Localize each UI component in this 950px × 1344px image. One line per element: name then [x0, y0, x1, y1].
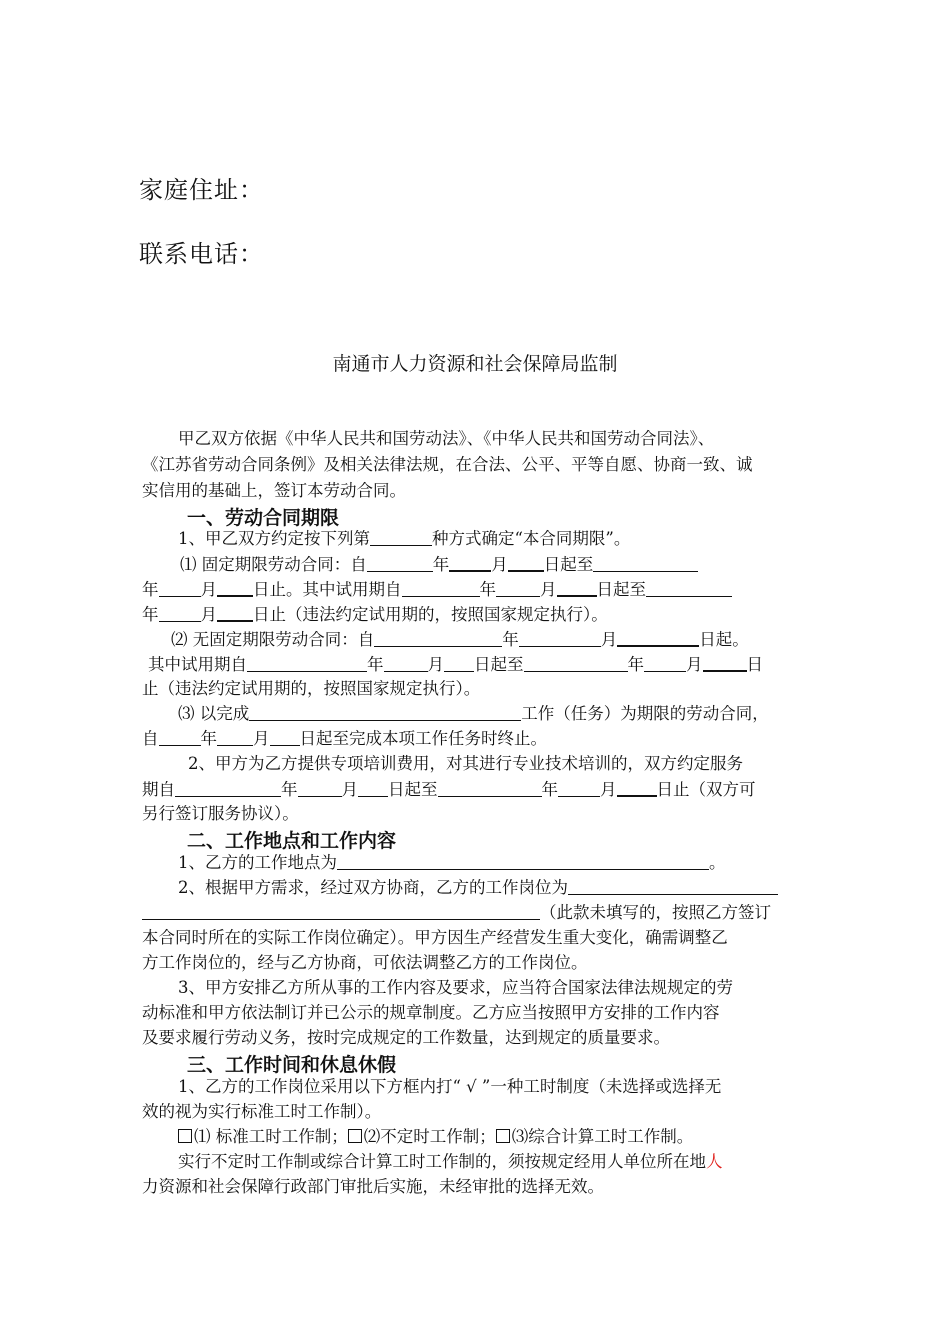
sec1-p1-tail: 种方式确定“本合同期限”。	[432, 529, 631, 548]
open-term-line-2	[148, 653, 763, 676]
work-location-label: 1、乙方的工作地点为	[178, 853, 337, 872]
blank-open-trial-start-year[interactable]	[247, 654, 367, 672]
blank-trial-start-year[interactable]	[402, 579, 480, 597]
blank-job-post-a[interactable]	[568, 877, 778, 895]
from-label: 日起至	[474, 655, 524, 674]
blank-fixed-end-month[interactable]	[159, 579, 201, 597]
blank-service-end-month[interactable]	[558, 779, 600, 797]
blank-task-start-day[interactable]	[270, 728, 300, 746]
month-label: 月	[253, 729, 270, 748]
from-label: 日起至	[543, 555, 594, 574]
from-label: 日起至	[596, 580, 646, 599]
blank-service-start-year[interactable]	[175, 779, 281, 797]
from-label: 日起至	[388, 780, 438, 799]
month-label: 月	[600, 780, 617, 799]
year-label: 年	[502, 630, 519, 649]
supervisor-line: 南通市人力资源和社会保障局监制	[332, 353, 618, 375]
blank-open-trial-start-day[interactable]	[444, 654, 474, 672]
red-character: 人	[706, 1152, 723, 1171]
sec2-p2-line-1	[178, 877, 778, 899]
trial-label: 其中试用期自	[148, 655, 247, 674]
sec3-p1-line-2: 效的视为实行标准工时工作制）。	[142, 1102, 382, 1121]
sec3-p1-line-1: 1、乙方的工作岗位采用以下方框内打“ √ ”一种工时制度（未选择或选择无	[178, 1077, 722, 1096]
open-term-label: ⑵ 无固定期限劳动合同：自	[171, 630, 375, 649]
job-post-note: （此款未填写的，按照乙方签订	[540, 903, 771, 922]
task-term-label: ⑶ 以完成	[178, 704, 250, 723]
month-label: 月	[686, 655, 703, 674]
sec1-p2-line-3: 另行签订服务协议）。	[142, 804, 299, 823]
blank-service-end-year[interactable]	[438, 779, 542, 797]
task-term-line-2	[142, 728, 547, 750]
sec1-p1-text: 1、甲乙双方约定按下列第	[178, 529, 370, 548]
sec2-p2-line-2	[142, 902, 771, 924]
blank-service-start-day[interactable]	[358, 779, 388, 797]
year-label: 年	[479, 580, 496, 599]
year-label: 年	[142, 580, 159, 599]
checkbox-standard-hours[interactable]	[178, 1129, 192, 1143]
approval-text: 实行不定时工作制或综合计算工时工作制的，须按规定经用人单位所在地	[178, 1152, 706, 1171]
option-comprehensive-hours: ⑶综合计算工时工作制。	[511, 1127, 694, 1146]
sec2-p2-line-4: 方工作岗位的，经与乙方协商，可依法调整乙方的工作岗位。	[142, 953, 588, 972]
task-term-text: 工作（任务）为期限的劳动合同，	[521, 704, 769, 723]
fixed-term-line-3	[142, 603, 608, 626]
blank-task-start-month[interactable]	[217, 728, 253, 746]
start-label: 日起。	[699, 630, 749, 649]
blank-fixed-start-day[interactable]	[508, 553, 544, 572]
month-label: 月	[600, 630, 618, 649]
sec2-p3-line-2: 动标准和甲方依法制订并已公示的规章制度。乙方应当按照甲方安排的工作内容	[142, 1003, 720, 1022]
blank-open-trial-start-month[interactable]	[384, 654, 428, 672]
work-hour-options	[178, 1126, 693, 1148]
sec3-p2-line-2: 力资源和社会保障行政部门审批后实施，未经审批的选择无效。	[142, 1177, 604, 1196]
blank-trial-end-month[interactable]	[159, 604, 201, 622]
blank-work-location[interactable]	[337, 852, 709, 870]
year-label: 年	[541, 780, 558, 799]
year-label: 年	[367, 655, 384, 674]
blank-open-trial-end-day[interactable]	[703, 653, 747, 672]
blank-trial-end-day[interactable]	[217, 603, 253, 622]
job-post-label: 2、根据甲方需求，经过双方协商，乙方的工作岗位为	[178, 878, 568, 897]
sec1-p2-line-1: 2、甲方为乙方提供专项培训费用，对其进行专业技术培训的，双方约定服务	[188, 754, 743, 773]
month-label: 月	[491, 555, 508, 574]
fixed-term-line-1	[180, 553, 698, 576]
option-standard-hours: ⑴ 标准工时工作制；	[194, 1127, 348, 1146]
section-1-heading: 一、劳动合同期限	[187, 507, 340, 529]
blank-method[interactable]	[370, 528, 432, 546]
month-label: 月	[540, 580, 557, 599]
month-label: 月	[200, 605, 217, 624]
checkbox-comprehensive-hours[interactable]	[496, 1129, 510, 1143]
service-end-text: 日止（双方可	[656, 780, 756, 799]
period-mark: 。	[709, 853, 726, 872]
address-label: 家庭住址：	[139, 176, 264, 204]
sec3-p2-line-1	[178, 1151, 723, 1173]
blank-trial-start-day[interactable]	[557, 578, 597, 597]
sec1-p2-line-2	[142, 778, 756, 801]
service-period-label: 期自	[142, 780, 175, 799]
month-label: 月	[341, 780, 358, 799]
blank-open-trial-end-year[interactable]	[524, 654, 628, 672]
intro-line-3: 实信用的基础上，签订本劳动合同。	[142, 481, 406, 500]
open-term-line-3: 止（违法约定试用期的，按照国家规定执行）。	[142, 679, 481, 698]
blank-open-trial-end-month[interactable]	[644, 654, 686, 672]
blank-fixed-end-day[interactable]	[217, 578, 253, 597]
month-label: 月	[427, 655, 444, 674]
from-prefix: 自	[142, 729, 159, 748]
intro-line-2: 《江苏省劳动合同条例》及相关法律法规，在合法、公平、平等自愿、协商一致、诚	[142, 455, 753, 474]
fixed-term-label: ⑴ 固定期限劳动合同：自	[180, 555, 367, 574]
day-label: 日	[746, 655, 763, 674]
section-3-heading: 三、工作时间和休息休假	[187, 1054, 397, 1076]
month-label: 月	[200, 580, 217, 599]
blank-fixed-start-year[interactable]	[367, 554, 433, 572]
year-label: 年	[281, 780, 298, 799]
blank-trial-start-month[interactable]	[496, 579, 540, 597]
blank-open-start-year[interactable]	[374, 629, 502, 647]
open-term-line-1	[171, 628, 749, 651]
blank-service-end-day[interactable]	[617, 778, 657, 797]
option-flexible-hours: ⑵不定时工作制；	[363, 1127, 496, 1146]
section-2-heading: 二、工作地点和工作内容	[187, 830, 397, 852]
intro-line-1: 甲乙双方依据《中华人民共和国劳动法》、《中华人民共和国劳动合同法》、	[178, 429, 715, 448]
checkbox-flexible-hours[interactable]	[348, 1129, 362, 1143]
sec1-p1	[178, 528, 630, 550]
year-label: 年	[432, 555, 450, 574]
blank-fixed-end-year-a[interactable]	[593, 554, 698, 572]
task-term-end-text: 日起至完成本项工作任务时终止。	[299, 729, 547, 748]
sec2-p2-line-3: 本合同时所在的实际工作岗位确定）。甲方因生产经营发生重大变化，确需调整乙	[142, 928, 728, 947]
year-label: 年	[627, 655, 644, 674]
end-day-label: 日止。其中试用期自	[253, 580, 402, 599]
blank-trial-end-year-a[interactable]	[646, 579, 732, 597]
fixed-term-line-2	[142, 578, 732, 601]
blank-fixed-start-month[interactable]	[449, 553, 491, 572]
sec2-p3-line-3: 及要求履行劳动义务，按时完成规定的工作数量，达到规定的质量要求。	[142, 1028, 670, 1047]
blank-open-start-day[interactable]	[617, 628, 699, 647]
sec2-p1	[178, 852, 726, 874]
blank-job-post-b[interactable]	[142, 902, 540, 920]
blank-service-start-month[interactable]	[298, 779, 342, 797]
task-term-line-1	[178, 703, 769, 725]
sec2-p3-line-1: 3、甲方安排乙方所从事的工作内容及要求，应当符合国家法律法规规定的劳	[178, 978, 733, 997]
year-label: 年	[200, 729, 217, 748]
phone-label: 联系电话：	[139, 240, 264, 268]
blank-task-start-year[interactable]	[159, 728, 201, 746]
blank-task-name[interactable]	[249, 703, 521, 721]
year-label: 年	[142, 605, 159, 624]
end-day-note: 日止（违法约定试用期的，按照国家规定执行）。	[253, 605, 608, 624]
blank-open-start-month[interactable]	[519, 629, 601, 647]
